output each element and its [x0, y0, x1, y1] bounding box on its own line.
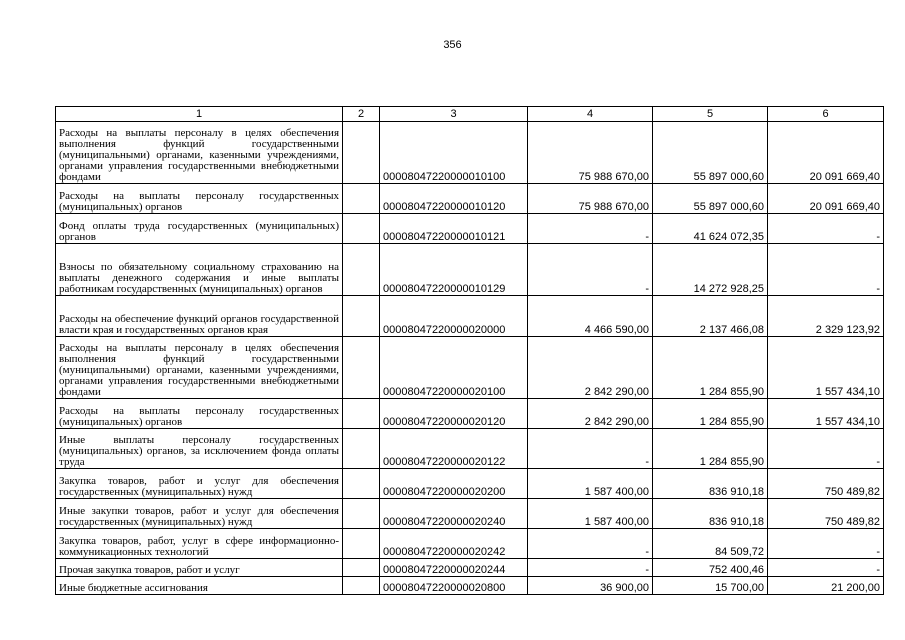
- row-col4: 2 842 290,00: [528, 399, 653, 429]
- table-row: [56, 122, 884, 184]
- row-code: 00008047220000020242: [380, 529, 528, 559]
- row-col4: -: [528, 529, 653, 559]
- page-number: 356: [443, 39, 462, 51]
- row-description: Расходы на обеспечение функций органов государственной власти края и государственных органов края: [56, 296, 343, 337]
- table-row: [56, 337, 884, 399]
- row-col5: 55 897 000,60: [653, 184, 768, 214]
- row-code: 00008047220000020100: [380, 337, 528, 399]
- budget-table: [55, 106, 884, 595]
- table-row: [56, 559, 884, 577]
- table-row: [56, 399, 884, 429]
- table-row: [56, 214, 884, 244]
- row-col5: 14 272 928,25: [653, 244, 768, 296]
- row-col5: 15 700,00: [653, 577, 768, 595]
- row-code: 00008047220000010129: [380, 244, 528, 296]
- row-col5: 1 284 855,90: [653, 337, 768, 399]
- row-code: 00008047220000020120: [380, 399, 528, 429]
- row-col4: 1 587 400,00: [528, 499, 653, 529]
- row-code: 00008047220000010120: [380, 184, 528, 214]
- row-code: 00008047220000020800: [380, 577, 528, 595]
- column-header: 1: [56, 107, 343, 122]
- row-description: Закупка товаров, работ и услуг для обеспечения государственных (муниципальных) нужд: [56, 469, 343, 499]
- row-col6: -: [768, 559, 884, 577]
- row-col6: -: [768, 214, 884, 244]
- row-col4: 1 587 400,00: [528, 469, 653, 499]
- row-col2: [343, 184, 380, 214]
- row-description: Иные бюджетные ассигнования: [56, 577, 343, 595]
- row-code: 00008047220000010121: [380, 214, 528, 244]
- row-col2: [343, 296, 380, 337]
- column-header: 4: [528, 107, 653, 122]
- table-header-row: [56, 107, 884, 122]
- row-col4: 2 842 290,00: [528, 337, 653, 399]
- table-row: [56, 577, 884, 595]
- row-col5: 2 137 466,08: [653, 296, 768, 337]
- row-col6: 20 091 669,40: [768, 184, 884, 214]
- table-row: [56, 469, 884, 499]
- row-col5: 41 624 072,35: [653, 214, 768, 244]
- column-header: 6: [768, 107, 884, 122]
- row-col6: 750 489,82: [768, 499, 884, 529]
- row-col2: [343, 399, 380, 429]
- row-col5: 84 509,72: [653, 529, 768, 559]
- row-col2: [343, 469, 380, 499]
- row-col4: -: [528, 429, 653, 469]
- row-col6: 1 557 434,10: [768, 337, 884, 399]
- table-row: [56, 244, 884, 296]
- row-col5: 752 400,46: [653, 559, 768, 577]
- row-description: Иные закупки товаров, работ и услуг для обеспечения государственных (муниципальных) нужд: [56, 499, 343, 529]
- row-description: Фонд оплаты труда государственных (муниципальных) органов: [56, 214, 343, 244]
- row-description: Закупка товаров, работ, услуг в сфере информационно-коммуникационных технологий: [56, 529, 343, 559]
- row-col5: 1 284 855,90: [653, 429, 768, 469]
- row-code: 00008047220000020240: [380, 499, 528, 529]
- row-col4: -: [528, 244, 653, 296]
- column-header: 2: [343, 107, 380, 122]
- row-col2: [343, 529, 380, 559]
- row-col4: 4 466 590,00: [528, 296, 653, 337]
- row-col2: [343, 337, 380, 399]
- row-col5: 836 910,18: [653, 499, 768, 529]
- row-col2: [343, 244, 380, 296]
- row-description: Иные выплаты персоналу государственных (муниципальных) органов, за исключением фонда оплаты труда: [56, 429, 343, 469]
- row-col4: -: [528, 559, 653, 577]
- row-description: Расходы на выплаты персоналу в целях обеспечения выполнения функций государственными (муниципальными) органами, казенными учреждениями, органами управления государственными внебюджетными фондами: [56, 122, 343, 184]
- row-col6: -: [768, 429, 884, 469]
- row-col6: 21 200,00: [768, 577, 884, 595]
- row-description: Прочая закупка товаров, работ и услуг: [56, 559, 343, 577]
- row-col2: [343, 559, 380, 577]
- row-col5: 1 284 855,90: [653, 399, 768, 429]
- row-code: 00008047220000020200: [380, 469, 528, 499]
- row-col6: 750 489,82: [768, 469, 884, 499]
- column-header: 3: [380, 107, 528, 122]
- row-col2: [343, 214, 380, 244]
- row-col2: [343, 499, 380, 529]
- row-col4: 75 988 670,00: [528, 184, 653, 214]
- row-col6: 1 557 434,10: [768, 399, 884, 429]
- row-code: 00008047220000020244: [380, 559, 528, 577]
- row-col5: 55 897 000,60: [653, 122, 768, 184]
- row-code: 00008047220000010100: [380, 122, 528, 184]
- row-description: Взносы по обязательному социальному страхованию на выплаты денежного содержания и иные выплаты работникам государственных (муниципальных) органов: [56, 244, 343, 296]
- row-col6: -: [768, 529, 884, 559]
- row-description: Расходы на выплаты персоналу государственных (муниципальных) органов: [56, 184, 343, 214]
- row-code: 00008047220000020000: [380, 296, 528, 337]
- row-col2: [343, 429, 380, 469]
- table-row: [56, 429, 884, 469]
- row-col4: -: [528, 214, 653, 244]
- table-row: [56, 184, 884, 214]
- row-col5: 836 910,18: [653, 469, 768, 499]
- row-col6: 20 091 669,40: [768, 122, 884, 184]
- table-row: [56, 499, 884, 529]
- row-col4: 75 988 670,00: [528, 122, 653, 184]
- table-row: [56, 296, 884, 337]
- row-col6: -: [768, 244, 884, 296]
- row-col4: 36 900,00: [528, 577, 653, 595]
- column-header: 5: [653, 107, 768, 122]
- row-description: Расходы на выплаты персоналу в целях обеспечения выполнения функций государственными (муниципальными) органами, казенными учреждениями, органами управления государственными внебюджетными фондами: [56, 337, 343, 399]
- row-col2: [343, 122, 380, 184]
- row-col6: 2 329 123,92: [768, 296, 884, 337]
- table-row: [56, 529, 884, 559]
- row-description: Расходы на выплаты персоналу государственных (муниципальных) органов: [56, 399, 343, 429]
- row-code: 00008047220000020122: [380, 429, 528, 469]
- row-col2: [343, 577, 380, 595]
